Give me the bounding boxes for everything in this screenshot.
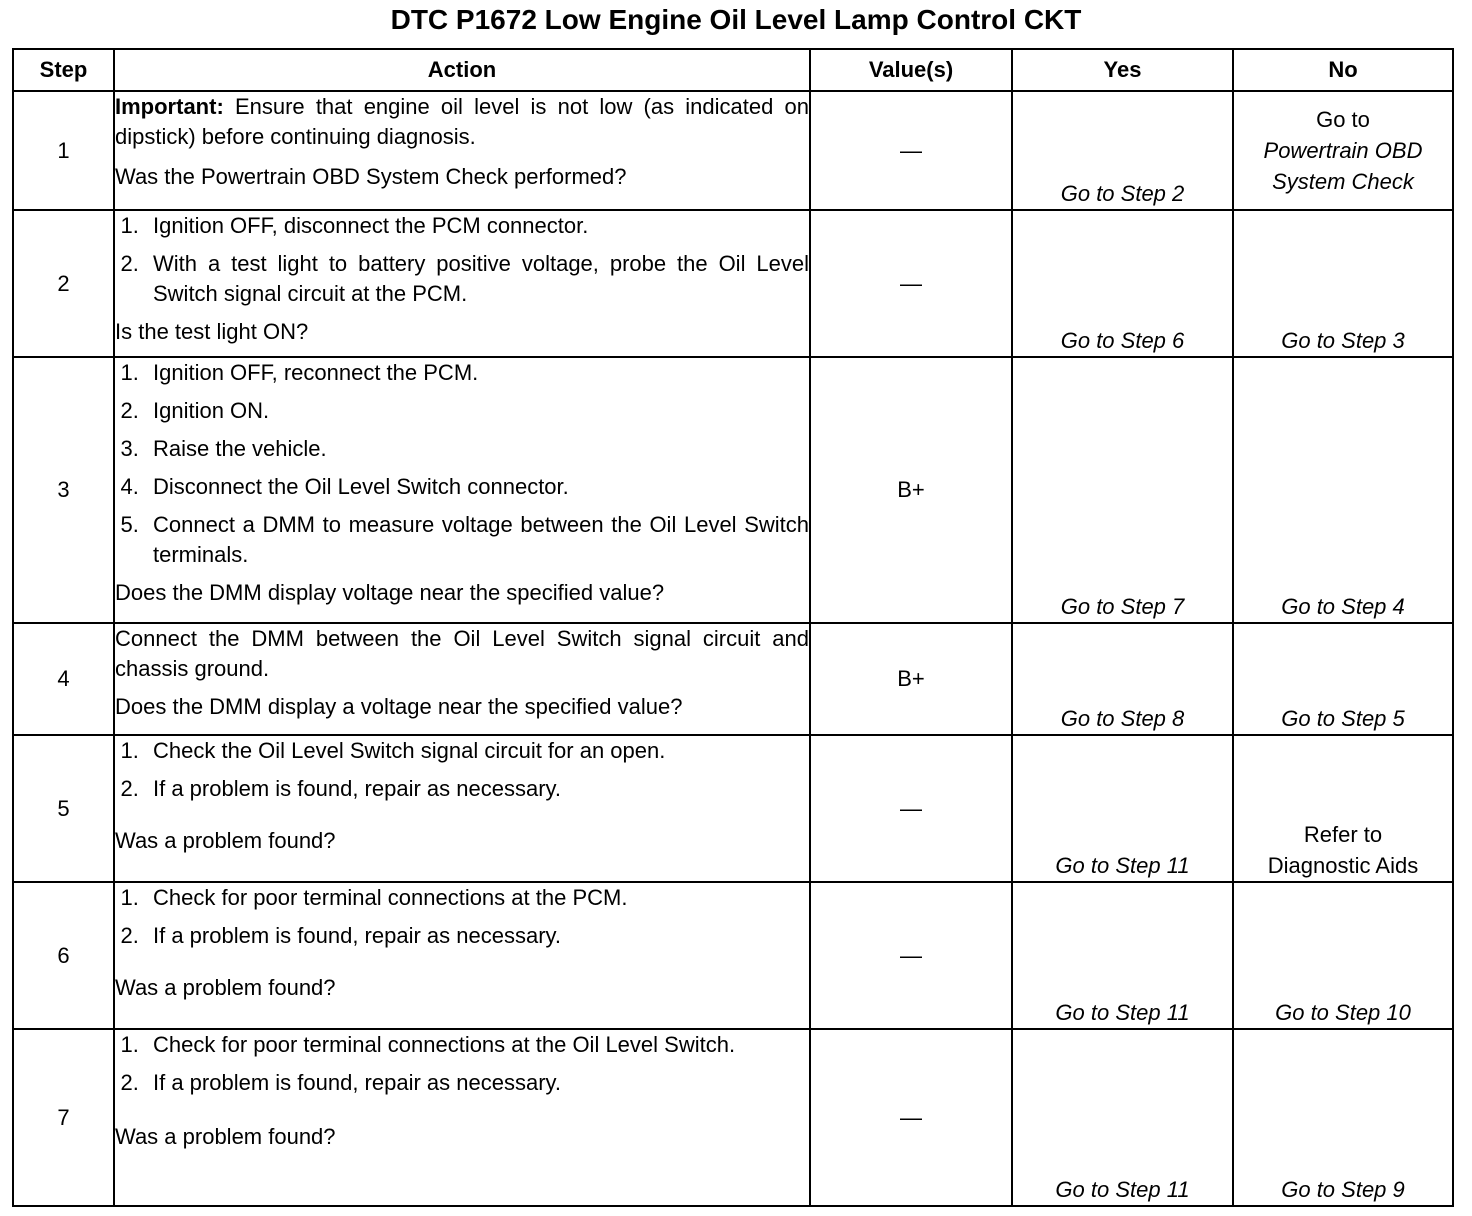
header-values: Value(s) (810, 49, 1012, 91)
header-action: Action (114, 49, 810, 91)
step-number: 6 (13, 882, 114, 1029)
action-item: 5. Connect a DMM to measure voltage between the Oil Level Switch terminals. (145, 510, 809, 570)
step-question: Does the DMM display a voltage near the specified value? (115, 694, 683, 719)
table-row-step-6 (13, 882, 1453, 1029)
no-cell: Go to Step 5 (1233, 623, 1453, 735)
action-item: 2. If a problem is found, repair as necessary. (145, 921, 809, 951)
action-cell (114, 623, 810, 735)
step-question: Was the Powertrain OBD System Check performed? (115, 164, 627, 189)
action-item: 1. Ignition OFF, reconnect the PCM. (145, 358, 809, 388)
value-cell: — (810, 735, 1012, 882)
value-cell: — (810, 882, 1012, 1029)
step-number: 4 (13, 623, 114, 735)
no-cell: Go to Step 3 (1233, 210, 1453, 357)
header-step: Step (13, 49, 114, 91)
action-cell (114, 882, 810, 1029)
no-line-2: Powertrain OBD System Check (1263, 138, 1423, 194)
table-header-row (13, 49, 1453, 91)
action-item: 1. Ignition OFF, disconnect the PCM connector. (145, 211, 809, 241)
step-question: Was a problem found? (115, 1124, 336, 1149)
action-list (115, 883, 809, 951)
table-row-step-5 (13, 735, 1453, 882)
no-cell (1233, 91, 1453, 210)
yes-cell: Go to Step 2 (1012, 91, 1233, 210)
action-list (115, 736, 809, 804)
step-number: 2 (13, 210, 114, 357)
step-number: 7 (13, 1029, 114, 1206)
step-question: Does the DMM display voltage near the specified value? (115, 580, 665, 605)
step-question: Was a problem found? (115, 828, 336, 853)
table-row-step-1 (13, 91, 1453, 210)
no-cell: Go to Step 4 (1233, 357, 1453, 623)
page-title: DTC P1672 Low Engine Oil Level Lamp Control CKT (390, 4, 1082, 35)
table-row-step-2 (13, 210, 1453, 357)
important-note (115, 92, 809, 152)
action-item: 2. If a problem is found, repair as necessary. (145, 1068, 809, 1098)
action-item: 3. Raise the vehicle. (145, 434, 809, 464)
yes-cell: Go to Step 11 (1012, 1029, 1233, 1206)
header-no: No (1233, 49, 1453, 91)
action-item: 1. Check the Oil Level Switch signal circuit for an open. (145, 736, 809, 766)
value-cell: — (810, 210, 1012, 357)
value-cell: — (810, 1029, 1012, 1206)
yes-cell: Go to Step 8 (1012, 623, 1233, 735)
value-cell: B+ (810, 623, 1012, 735)
action-cell (114, 1029, 810, 1206)
action-text: Connect the DMM between the Oil Level Switch signal circuit and chassis ground. (115, 626, 809, 681)
diagnostic-table (12, 48, 1454, 1207)
action-list (115, 358, 809, 570)
table-row-step-3 (13, 357, 1453, 623)
action-cell (114, 91, 810, 210)
value-cell: B+ (810, 357, 1012, 623)
important-label: Important: (115, 94, 224, 119)
yes-cell: Go to Step 6 (1012, 210, 1233, 357)
action-cell (114, 210, 810, 357)
action-item: 2. With a test light to battery positive voltage, probe the Oil Level Switch signal circuit at the PCM. (145, 249, 809, 309)
yes-cell: Go to Step 7 (1012, 357, 1233, 623)
action-item: 2. Ignition ON. (145, 396, 809, 426)
header-yes: Yes (1012, 49, 1233, 91)
no-cell: Refer to Diagnostic Aids (1233, 735, 1453, 882)
action-item: 1. Check for poor terminal connections at the Oil Level Switch. (145, 1030, 809, 1060)
no-line-1: Go to (1316, 107, 1370, 132)
yes-cell: Go to Step 11 (1012, 882, 1233, 1029)
action-item: 4. Disconnect the Oil Level Switch connector. (145, 472, 809, 502)
yes-cell: Go to Step 11 (1012, 735, 1233, 882)
no-cell: Go to Step 10 (1233, 882, 1453, 1029)
action-item: 1. Check for poor terminal connections at the PCM. (145, 883, 809, 913)
value-cell: — (810, 91, 1012, 210)
action-cell (114, 357, 810, 623)
important-text: Ensure that engine oil level is not low (as indicated on dipstick) before continuing diagnosis. (115, 94, 809, 149)
action-list (115, 211, 809, 309)
action-cell (114, 735, 810, 882)
step-number: 3 (13, 357, 114, 623)
action-item: 2. If a problem is found, repair as necessary. (145, 774, 809, 804)
step-question: Is the test light ON? (115, 319, 309, 344)
step-number: 5 (13, 735, 114, 882)
table-row-step-4 (13, 623, 1453, 735)
no-cell: Go to Step 9 (1233, 1029, 1453, 1206)
step-number: 1 (13, 91, 114, 210)
table-row-step-7 (13, 1029, 1453, 1206)
step-question: Was a problem found? (115, 975, 336, 1000)
action-list (115, 1030, 809, 1098)
